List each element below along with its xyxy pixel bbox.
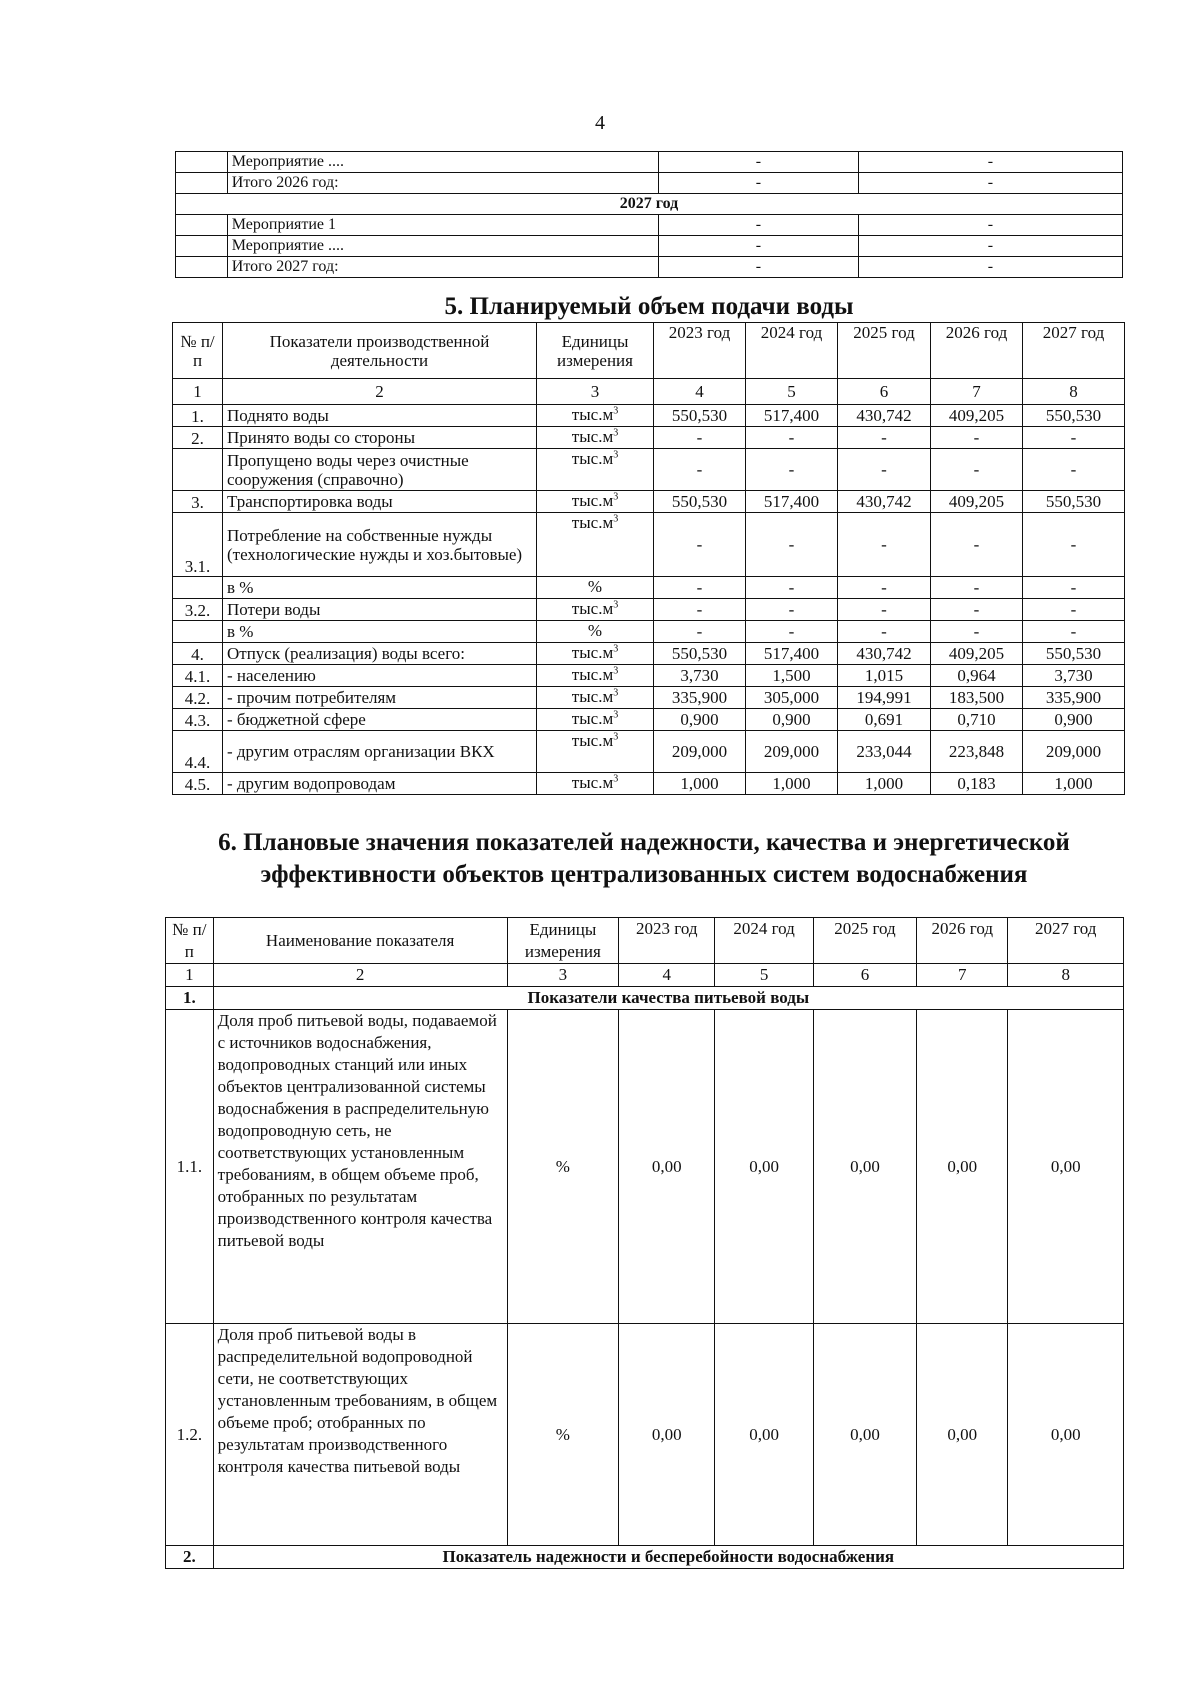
cell-value: 0,00 <box>1008 1010 1124 1324</box>
cell-value: 1,000 <box>838 773 931 795</box>
cell-value: 430,742 <box>838 405 931 427</box>
unit <box>537 665 654 687</box>
column-number-row <box>173 379 1125 405</box>
cell-value: - <box>746 577 838 599</box>
cell-value: 550,530 <box>1023 643 1125 665</box>
cell-value: 335,900 <box>654 687 746 709</box>
unit-label: тыс.м <box>571 599 614 618</box>
header-unit: Единицы измерения <box>537 323 654 379</box>
table-row <box>173 599 1125 621</box>
unit <box>537 687 654 709</box>
unit-label: тыс.м <box>571 513 614 532</box>
table-row <box>176 215 1123 236</box>
unit-label: тыс.м <box>571 405 614 424</box>
indicator-name: Отпуск (реализация) воды всего: <box>223 643 537 665</box>
indicator-name: - другим водопроводам <box>223 773 537 795</box>
cell-value: 223,848 <box>931 731 1023 773</box>
section6-title: 6. Плановые значения показателей надежности, качества и энергетической эффективности объектов централизованных систем водоснабжения <box>218 829 1070 888</box>
indicator-name: Потери воды <box>223 599 537 621</box>
indicator-name: - прочим потребителям <box>223 687 537 709</box>
unit: % <box>507 1010 619 1324</box>
cell-value: 305,000 <box>746 687 838 709</box>
unit-superscript: 3 <box>613 773 619 785</box>
cell-value: 517,400 <box>746 405 838 427</box>
group-title: Показатель надежности и бесперебойности водоснабжения <box>213 1546 1123 1569</box>
unit-label: тыс.м <box>571 449 614 468</box>
cell-value: - <box>746 621 838 643</box>
col-number: 5 <box>746 379 838 405</box>
header-year: 2026 год <box>931 323 1023 379</box>
header-year: 2026 год <box>917 918 1008 964</box>
row-num: 3.2. <box>173 599 223 621</box>
cell-value: 409,205 <box>931 491 1023 513</box>
unit-superscript: 3 <box>613 643 619 655</box>
quality-indicators-table <box>165 917 1124 1569</box>
unit-superscript: 3 <box>613 405 619 417</box>
unit-label: тыс.м <box>571 731 614 750</box>
year-header: 2027 год <box>176 194 1123 215</box>
table-row <box>173 687 1125 709</box>
cell-value: - <box>858 257 1122 278</box>
cell-value: - <box>746 427 838 449</box>
cell-value: - <box>858 152 1122 173</box>
cell-value: - <box>659 152 859 173</box>
row-label: Мероприятие 1 <box>227 215 658 236</box>
indicator-name: Поднято воды <box>223 405 537 427</box>
table-row <box>173 577 1125 599</box>
cell-value: 0,00 <box>917 1324 1008 1546</box>
indicator-name: Потребление на собственные нужды (технологические нужды и хоз.бытовые) <box>223 513 537 577</box>
cell-value: - <box>931 577 1023 599</box>
row-num: 4.4. <box>173 731 223 773</box>
cell-value: 209,000 <box>746 731 838 773</box>
cell-value: - <box>838 513 931 577</box>
row-num: 1.1. <box>166 1010 214 1324</box>
cell-value: 0,00 <box>619 1010 715 1324</box>
indicator-name: - бюджетной сфере <box>223 709 537 731</box>
row-label: Итого 2027 год: <box>227 257 658 278</box>
unit <box>537 731 654 773</box>
unit-superscript: 3 <box>613 731 619 743</box>
header-year: 2024 год <box>746 323 838 379</box>
header-row <box>166 918 1124 964</box>
cell-value: 550,530 <box>654 491 746 513</box>
year-header-row <box>176 194 1123 215</box>
cell-value: 233,044 <box>838 731 931 773</box>
col-number: 6 <box>838 379 931 405</box>
cell-value: 0,00 <box>619 1324 715 1546</box>
unit-superscript: 3 <box>613 709 619 721</box>
cell-value: 1,015 <box>838 665 931 687</box>
cell-value: 0,183 <box>931 773 1023 795</box>
indicator-name: Пропущено воды через очистные сооружения (справочно) <box>223 449 537 491</box>
cell-value: 550,530 <box>654 643 746 665</box>
table-row <box>173 491 1125 513</box>
cell-value: - <box>858 215 1122 236</box>
cell-value: 0,710 <box>931 709 1023 731</box>
cell-value: 0,00 <box>917 1010 1008 1324</box>
row-num: 4. <box>173 643 223 665</box>
row-num <box>173 577 223 599</box>
header-indicator: Показатели производственной деятельности <box>223 323 537 379</box>
unit-label: тыс.м <box>571 709 614 728</box>
unit-superscript: 3 <box>613 687 619 699</box>
header-year: 2025 год <box>838 323 931 379</box>
column-number-row <box>166 964 1124 987</box>
unit-superscript: 3 <box>613 449 619 461</box>
table-row <box>173 449 1125 491</box>
table-row <box>173 621 1125 643</box>
col-number: 5 <box>715 964 813 987</box>
row-num: 3. <box>173 491 223 513</box>
table-row <box>173 773 1125 795</box>
unit-superscript: 3 <box>613 491 619 503</box>
cell-value: 0,00 <box>813 1010 916 1324</box>
cell-value: 550,530 <box>1023 405 1125 427</box>
cell-value: 0,900 <box>746 709 838 731</box>
cell-value: 0,964 <box>931 665 1023 687</box>
cell-value: 409,205 <box>931 643 1023 665</box>
activities-table <box>175 151 1123 278</box>
header-year: 2027 год <box>1023 323 1125 379</box>
cell-value: - <box>931 449 1023 491</box>
header-year: 2027 год <box>1008 918 1124 964</box>
group-title: Показатели качества питьевой воды <box>213 987 1123 1010</box>
indicator-name: в % <box>223 621 537 643</box>
table-row <box>176 152 1123 173</box>
unit-label: тыс.м <box>571 643 614 662</box>
indicator-name: Доля проб питьевой воды, подаваемой с источников водоснабжения, водопроводных станций или иных объектов централизованной системы водоснабжения в распределительную водопроводную сеть, не соответствующих установленным требованиям, в общем объеме проб, отобранных по результатам производственного контроля качества питьевой воды <box>213 1010 507 1324</box>
group-row <box>166 1546 1124 1569</box>
cell-value: - <box>746 599 838 621</box>
cell-value: 430,742 <box>838 643 931 665</box>
table-row <box>173 731 1125 773</box>
cell-value: 183,500 <box>931 687 1023 709</box>
cell-value: - <box>1023 513 1125 577</box>
cell-value: 1,000 <box>1023 773 1125 795</box>
unit-superscript: 3 <box>613 427 619 439</box>
unit-label: тыс.м <box>571 773 614 792</box>
col-number: 6 <box>813 964 916 987</box>
unit <box>537 577 654 599</box>
cell-value: - <box>1023 449 1125 491</box>
unit <box>537 643 654 665</box>
table-row <box>173 709 1125 731</box>
table-row <box>173 513 1125 577</box>
cell-value: 517,400 <box>746 643 838 665</box>
cell-value: - <box>654 427 746 449</box>
header-year: 2023 год <box>619 918 715 964</box>
row-num: 4.2. <box>173 687 223 709</box>
cell-value: - <box>858 236 1122 257</box>
unit-superscript: 3 <box>613 513 619 525</box>
unit <box>537 773 654 795</box>
unit <box>537 449 654 491</box>
col-number: 8 <box>1008 964 1124 987</box>
table-row <box>166 1324 1124 1546</box>
col-number: 4 <box>619 964 715 987</box>
cell-value: 209,000 <box>654 731 746 773</box>
cell-value: - <box>931 599 1023 621</box>
group-num: 2. <box>166 1546 214 1569</box>
col-number: 2 <box>223 379 537 405</box>
cell-value: - <box>659 215 859 236</box>
header-num: № п/п <box>166 918 214 964</box>
cell-value: - <box>1023 621 1125 643</box>
cell-value: - <box>931 621 1023 643</box>
unit <box>537 513 654 577</box>
row-label: Мероприятие .... <box>227 236 658 257</box>
table-row <box>176 236 1123 257</box>
row-label: Итого 2026 год: <box>227 173 658 194</box>
indicator-name: Транспортировка воды <box>223 491 537 513</box>
page-number: 4 <box>595 112 605 134</box>
col-number: 2 <box>213 964 507 987</box>
indicator-name: Доля проб питьевой воды в распределительной водопроводной сети, не соответствующих установленным требованиям, в общем объеме проб; отобранных по результатам производственного контроля качества питьевой воды <box>213 1324 507 1546</box>
row-num: 4.5. <box>173 773 223 795</box>
cell-value: - <box>746 513 838 577</box>
cell-value: 0,00 <box>813 1324 916 1546</box>
indicator-name: в % <box>223 577 537 599</box>
table-row <box>166 1010 1124 1324</box>
cell-value: 0,900 <box>654 709 746 731</box>
cell-value: - <box>654 513 746 577</box>
row-num: 1. <box>173 405 223 427</box>
water-supply-table <box>172 322 1125 795</box>
unit-superscript: 3 <box>613 599 619 611</box>
col-number: 4 <box>654 379 746 405</box>
cell-value: 550,530 <box>654 405 746 427</box>
cell-value: - <box>659 173 859 194</box>
unit-label: тыс.м <box>571 665 614 684</box>
cell-value: 409,205 <box>931 405 1023 427</box>
cell-value: - <box>654 621 746 643</box>
unit-superscript: 3 <box>613 665 619 677</box>
col-number: 3 <box>537 379 654 405</box>
section5-title: 5. Планируемый объем подачи воды <box>444 293 854 320</box>
cell-value: 3,730 <box>654 665 746 687</box>
cell-value: 209,000 <box>1023 731 1125 773</box>
indicator-name: - населению <box>223 665 537 687</box>
group-num: 1. <box>166 987 214 1010</box>
row-num <box>173 621 223 643</box>
row-num: 3.1. <box>173 513 223 577</box>
unit <box>537 599 654 621</box>
group-row <box>166 987 1124 1010</box>
cell-value: - <box>931 427 1023 449</box>
cell-value: 0,900 <box>1023 709 1125 731</box>
row-num <box>173 449 223 491</box>
cell-value: - <box>838 599 931 621</box>
unit <box>537 427 654 449</box>
col-number: 7 <box>931 379 1023 405</box>
row-num: 4.3. <box>173 709 223 731</box>
cell-value: 0,00 <box>1008 1324 1124 1546</box>
indicator-name: - другим отраслям организации ВКХ <box>223 731 537 773</box>
header-year: 2024 год <box>715 918 813 964</box>
row-num: 4.1. <box>173 665 223 687</box>
cell-value: - <box>659 236 859 257</box>
cell-value: - <box>746 449 838 491</box>
cell-value: 550,530 <box>1023 491 1125 513</box>
cell-value: 1,000 <box>746 773 838 795</box>
row-label: Мероприятие .... <box>227 152 658 173</box>
cell-value: 194,991 <box>838 687 931 709</box>
unit <box>537 621 654 643</box>
cell-value: 430,742 <box>838 491 931 513</box>
cell-value: - <box>858 173 1122 194</box>
cell-value: - <box>838 621 931 643</box>
header-row <box>173 323 1125 379</box>
table-row <box>173 427 1125 449</box>
cell-value: - <box>654 599 746 621</box>
cell-value: 3,730 <box>1023 665 1125 687</box>
table-row <box>176 173 1123 194</box>
table-row <box>176 257 1123 278</box>
cell-value: 1,000 <box>654 773 746 795</box>
unit-label: тыс.м <box>571 687 614 706</box>
col-number: 3 <box>507 964 619 987</box>
unit-label: тыс.м <box>571 427 614 446</box>
unit-label: % <box>587 621 603 640</box>
table-row <box>173 405 1125 427</box>
unit <box>537 405 654 427</box>
unit <box>537 491 654 513</box>
header-unit: Единицы измерения <box>507 918 619 964</box>
col-number: 1 <box>173 379 223 405</box>
unit: % <box>507 1324 619 1546</box>
indicator-name: Принято воды со стороны <box>223 427 537 449</box>
cell-value: - <box>1023 427 1125 449</box>
cell-value: 335,900 <box>1023 687 1125 709</box>
cell-value: - <box>1023 599 1125 621</box>
col-number: 1 <box>166 964 214 987</box>
col-number: 8 <box>1023 379 1125 405</box>
header-year: 2025 год <box>813 918 916 964</box>
cell-value: - <box>838 449 931 491</box>
cell-value: - <box>931 513 1023 577</box>
cell-value: 517,400 <box>746 491 838 513</box>
header-indicator: Наименование показателя <box>213 918 507 964</box>
cell-value: - <box>654 449 746 491</box>
cell-value: 0,00 <box>715 1010 813 1324</box>
cell-value: 0,00 <box>715 1324 813 1546</box>
cell-value: - <box>838 577 931 599</box>
cell-value: 1,500 <box>746 665 838 687</box>
unit-label: тыс.м <box>571 491 614 510</box>
header-num: № п/п <box>173 323 223 379</box>
cell-value: - <box>659 257 859 278</box>
table-row <box>173 643 1125 665</box>
unit <box>537 709 654 731</box>
table-row <box>173 665 1125 687</box>
cell-value: - <box>838 427 931 449</box>
unit-label: % <box>587 577 603 596</box>
cell-value: 0,691 <box>838 709 931 731</box>
row-num: 1.2. <box>166 1324 214 1546</box>
cell-value: - <box>1023 577 1125 599</box>
cell-value: - <box>654 577 746 599</box>
row-num: 2. <box>173 427 223 449</box>
col-number: 7 <box>917 964 1008 987</box>
header-year: 2023 год <box>654 323 746 379</box>
